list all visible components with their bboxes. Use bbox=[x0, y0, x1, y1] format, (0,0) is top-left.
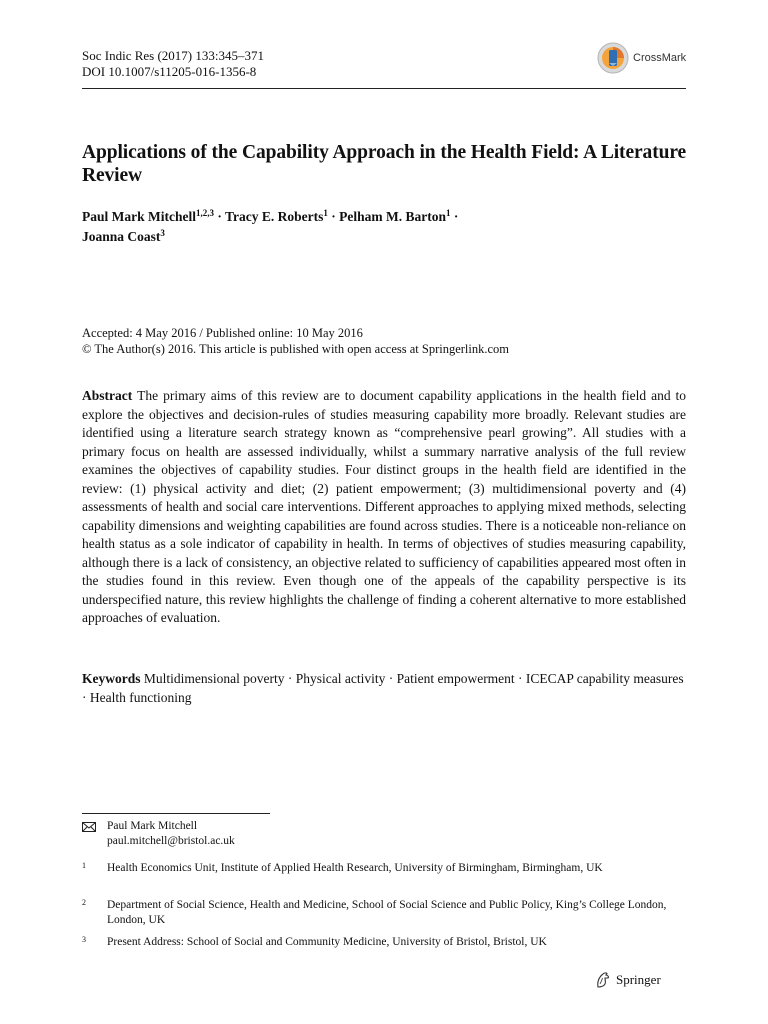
publication-dates bbox=[82, 325, 509, 357]
abstract-label: Abstract bbox=[82, 388, 133, 403]
author-name: Paul Mark Mitchell bbox=[82, 209, 196, 224]
footnote-divider bbox=[82, 813, 270, 814]
keywords-label: Keywords bbox=[82, 671, 141, 686]
affiliation-number: 3 bbox=[82, 935, 86, 944]
author-affiliation-mark: 1 bbox=[323, 208, 328, 218]
affiliation-number: 1 bbox=[82, 861, 86, 870]
keywords-text: Multidimensional poverty · Physical activity · Patient empowerment · ICECAP capability measures · Health functioning bbox=[82, 671, 684, 705]
author-separator: · bbox=[327, 209, 340, 224]
keywords bbox=[82, 670, 686, 707]
accepted-published-line: Accepted: 4 May 2016 / Published online: 10 May 2016 bbox=[82, 326, 363, 340]
author-separator: · bbox=[213, 209, 225, 224]
author-affiliation-mark: 3 bbox=[160, 228, 165, 238]
affiliation-2 bbox=[82, 898, 682, 928]
affiliation-text: Department of Social Science, Health and Medicine, School of Social Science and Public Policy, King’s College London, London, UK bbox=[107, 899, 667, 926]
author-list bbox=[82, 207, 682, 247]
abstract-text: The primary aims of this review are to document capability applications in the health field and to explore the objectives and decision-rules of studies measuring capability more broadly. Relevant studies are identified using a literature search strategy known as “comprehensive pearl growing”. All studies with a primary focus on health are assessed individually, whilst a summary narrative analysis of the full review examines the objectives of capability studies. Four distinct groups in the health field are identified in the review: (1) physical activity and diet; (2) patient empowerment; (3) multidimensional poverty and (4) assessments of health and social care interventions. Different approaches to applying mixed methods, selecting capability dimensions and weighting capabilities are found across studies. There is a noticeable non-reliance on health status as a sole indicator of capability in health. In terms of objectives of studies measuring capability, although there is a lack of consistency, an objective related to sufficiency of capabilities appeared most often in the studies found in this review. Even though one of the appeals of the capability perspective is its underspecified nature, this review highlights the challenge of finding a coherent alternative to more established approaches of evaluation. bbox=[82, 388, 686, 625]
publisher-name: Springer bbox=[616, 972, 661, 987]
doi-line: DOI 10.1007/s11205-016-1356-8 bbox=[82, 64, 257, 79]
springer-horse-icon bbox=[594, 971, 612, 989]
author-affiliation-mark: 1,2,3 bbox=[195, 208, 214, 218]
contact-name: Paul Mark Mitchell bbox=[107, 820, 198, 832]
affiliation-text: Health Economics Unit, Institute of Applied Health Research, University of Birmingham, Birmingham, UK bbox=[107, 862, 603, 874]
journal-header bbox=[82, 48, 264, 80]
journal-citation: Soc Indic Res (2017) 133:345–371 bbox=[82, 48, 264, 63]
contact-email[interactable]: paul.mitchell@bristol.ac.uk bbox=[107, 835, 235, 847]
author-name: Tracy E. Roberts bbox=[225, 209, 324, 224]
crossmark-badge[interactable] bbox=[597, 42, 689, 76]
author-separator: · bbox=[450, 209, 459, 224]
crossmark-icon bbox=[597, 42, 629, 74]
abstract bbox=[82, 387, 686, 628]
affiliation-3 bbox=[82, 935, 682, 950]
header-divider bbox=[82, 88, 686, 89]
author-name: Joanna Coast bbox=[82, 229, 161, 244]
affiliation-number: 2 bbox=[82, 898, 86, 907]
article-title: Applications of the Capability Approach in the Health Field: A Literature Review bbox=[82, 142, 687, 186]
copyright-line: © The Author(s) 2016. This article is published with open access at Springerlink.com bbox=[82, 342, 510, 356]
crossmark-label: CrossMark bbox=[633, 52, 687, 64]
affiliation-1 bbox=[82, 861, 682, 876]
author-affiliation-mark: 1 bbox=[446, 208, 451, 218]
publisher-logo bbox=[594, 970, 694, 992]
envelope-icon bbox=[82, 822, 96, 832]
affiliation-text: Present Address: School of Social and Community Medicine, University of Bristol, Bristol, UK bbox=[107, 936, 547, 948]
author-name: Pelham M. Barton bbox=[339, 209, 446, 224]
